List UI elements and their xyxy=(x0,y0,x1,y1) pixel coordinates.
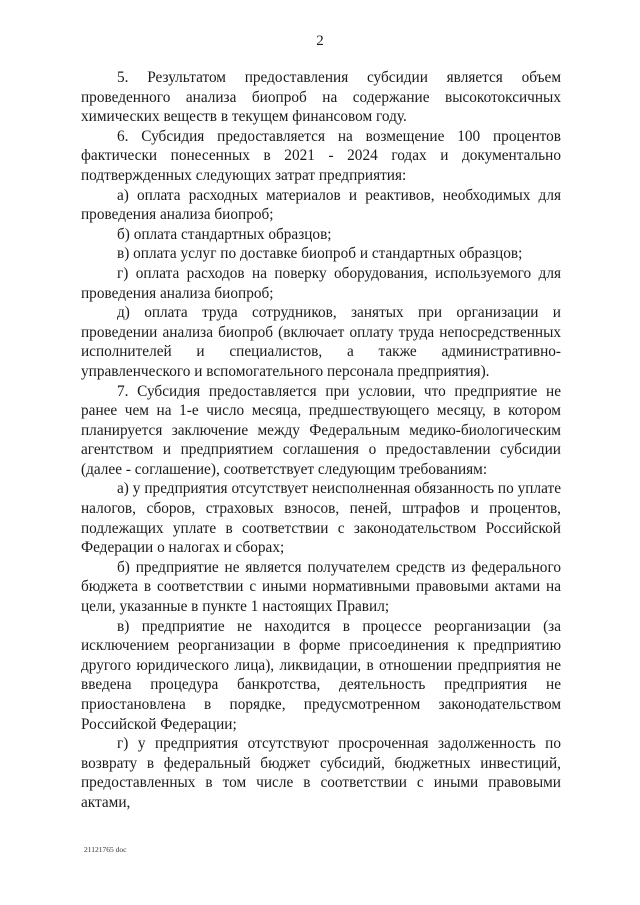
subparagraph-7-b: б) предприятие не является получателем средств из федерального бюджета в соответствии с иными нормативными правовыми актами на цели, указанные в пункте 1 настоящих Правил; xyxy=(81,558,561,616)
subparagraph-6-g: г) оплата расходов на поверку оборудования, используемого для проведения анализа биопроб; xyxy=(81,264,561,302)
paragraph-item-5: 5. Результатом предоставления субсидии является объем проведенного анализа биопроб на содержание высокотоксичных химических веществ в текущем финансовом году. xyxy=(81,69,561,126)
paragraph-item-7: 7. Субсидия предоставляется при условии, что предприятие не ранее чем на 1-е число месяца, предшествующего месяцу, в котором планируется заключение между Федеральным медико-биологическим агентством и предприятием соглашения о предоставлении субсидии (далее - соглашение), соответствует следующим требованиям: xyxy=(81,382,561,478)
subparagraph-7-g: г) у предприятия отсутствуют просроченная задолженность по возврату в федеральный бюджет субсидий, бюджетных инвестиций, предоставленных в том числе в соответствии с иными правовыми актами, xyxy=(81,735,561,811)
subparagraph-6-d: д) оплата труда сотрудников, занятых при организации и проведении анализа биопроб (включает оплату труда непосредственных исполнителей и специалистов, а также административно-управленческого и вспомогательного персонала предприятия). xyxy=(81,304,561,380)
subparagraph-6-a: а) оплата расходных материалов и реактивов, необходимых для проведения анализа биопроб; xyxy=(81,186,561,224)
subparagraph-6-b: б) оплата стандартных образцов; xyxy=(117,225,332,243)
subparagraph-7-v: в) предприятие не находится в процессе реорганизации (за исключением реорганизации в форме присоединения к предприятию другого юридического лица), ликвидации, в отношении предприятия не введена процедура банкротства, деятельность предприятия не приостановлена в порядке, предусмотренном законодательством Российской Федерации; xyxy=(81,617,561,733)
document-file-code: 21121765 doc xyxy=(84,845,127,854)
page-number: 2 xyxy=(316,33,324,49)
document-body xyxy=(81,68,561,813)
paragraph-item-6: 6. Субсидия предоставляется на возмещение 100 процентов фактически понесенных в 2021 - 2024 годах и документально подтвержденных следующих затрат предприятия: xyxy=(81,127,561,184)
subparagraph-7-a: а) у предприятия отсутствует неисполненная обязанность по уплате налогов, сборов, страховых взносов, пеней, штрафов и процентов, подлежащих уплате в соответствии с законодательством Российской Федерации о налогах и сборах; xyxy=(81,480,561,557)
subparagraph-6-v: в) оплата услуг по доставке биопроб и стандартных образцов; xyxy=(117,245,523,263)
